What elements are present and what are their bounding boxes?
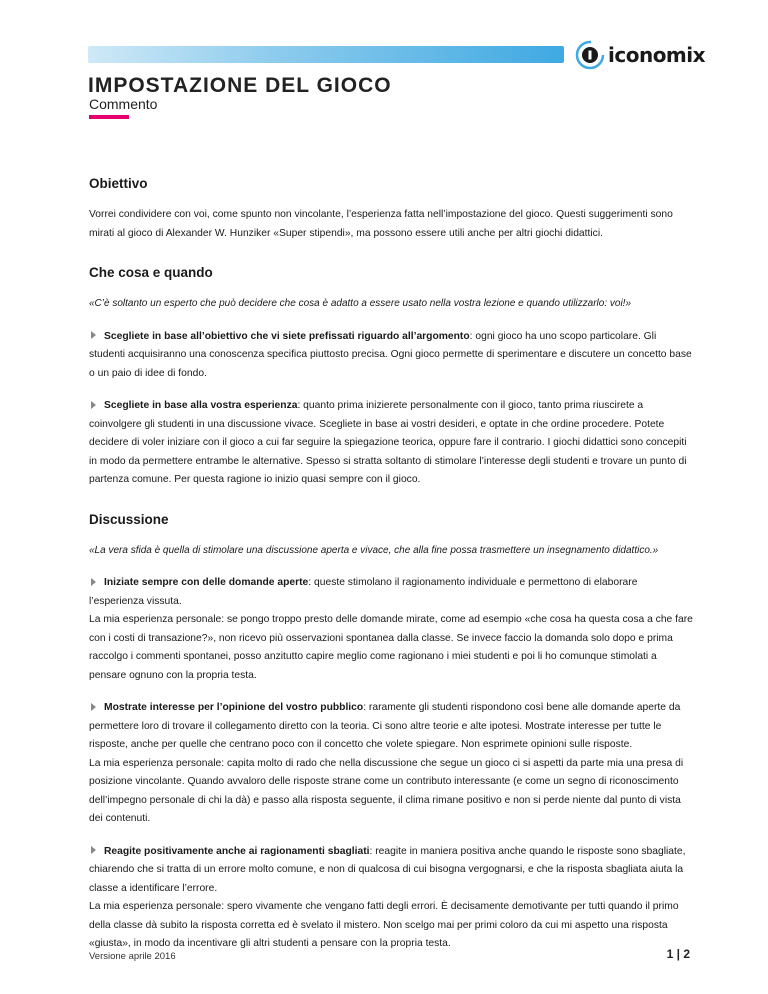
item-text: : quanto prima inizierete personalmente con il gioco, tanto prima riuscirete a coinvolgere gli studenti in una discussione vivace. Scegliete in base ai vostri desideri, e optate in che ordine procedere. Potete decidere di voler iniziare con il gioco a cui far seguire la spiegazione teorica, oppure fare il contrario. I giochi didattici sono concepiti in modo da permettere entrambe le alternative. Spesso si stratta soltanto di stimolare l’interesse degli studenti e trovare un punto di partenza comune. Per questa ragione io inizio quasi sempre con il gioco. (89, 400, 687, 485)
item-heading: Mostrate interesse per l’opinione del vostro pubblico (104, 702, 364, 713)
bullet-arrow-icon (91, 703, 96, 711)
page-title: IMPOSTAZIONE DEL GIOCO (88, 74, 392, 97)
item-experience: La mia esperienza personale: spero vivamente che vengano fatti degli errori. È decisamente demotivante per tutti quando il primo della classe dà subito la risposta corretta ed è svelato il mistero. Non scelgo mai per primi coloro da cui mi aspetto una risposta «giusta», in modo da incentivare gli altri studenti a pensare con la propria testa. (89, 901, 679, 949)
header-bar (88, 46, 564, 63)
footer-version: Versione aprile 2016 (89, 951, 176, 962)
item-heading: Iniziate sempre con delle domande aperte (104, 577, 309, 588)
section-obiettivo (89, 176, 693, 243)
item-text: : raramente gli studenti rispondono così bene alle domande aperte da permettere loro di trovare il collegamento diretto con la teoria. Ci sono altre teorie e alte ipotesi. Mostrate interesse per tutte le risposte, anche per quelle che centrano poco con il concetto che volete spiegare. Non esprimete opinioni sulle risposte. (89, 702, 681, 750)
list-item (89, 699, 693, 755)
page-subtitle: Commento (89, 96, 158, 112)
iconomix-logo (575, 40, 705, 70)
item-heading: Scegliete in base all’obiettivo che vi siete prefissati riguardo all’argomento (104, 330, 470, 342)
list-item (89, 843, 693, 899)
section-che-cosa (89, 265, 693, 490)
list-item (89, 328, 693, 384)
bullet-arrow-icon (91, 846, 96, 854)
item-text: : reagite in maniera positiva anche quando le risposte sono sbagliate, chiarendo che si tratta di un errore molto comune, e non di qualcosa di cui bisogna vergognarsi, e che la risposta sbagliata aiuta la classe a identificare l’errore. (89, 845, 686, 894)
title-accent-rule (89, 115, 129, 119)
item-experience: La mia esperienza personale: se pongo troppo presto delle domande mirate, come ad esempio «che cosa ha questa cosa a che fare con i costi di transazione?», non ricevo più osservazioni spontanea dalla classe. Se invece faccio la domanda solo dopo e prima raccolgo i commenti spontanei, posso anzitutto capire meglio come ragionano i miei studenti e poi li ho comunque stimolati a pensare ognuno con la propria testa. (89, 614, 693, 681)
section-quote: «La vera sfida è quella di stimolare una discussione aperta e vivace, che alla fine possa trasmettere un insegnamento didattico.» (89, 544, 659, 556)
item-experience: La mia esperienza personale: capita molto di rado che nella discussione che segue un gioco ci si aspetti da parte mia una presa di posizione vincolante. Quando avvaloro delle risposte strane come un contributo interessante (e come un segno di riconoscimento dell’impegno personale di chi la dà) e passo alla risposta seguente, il clima rimane positivo e non si perde niente dal punto di vista dei contenuti. (89, 757, 684, 824)
item-heading: Scegliete in base alla vostra esperienza (104, 400, 298, 411)
logo-text: iconomix (608, 43, 706, 67)
section-heading: Che cosa e quando (89, 265, 213, 280)
section-heading: Obiettivo (89, 176, 148, 191)
list-item (89, 574, 693, 611)
page-number: 1 | 2 (666, 947, 690, 961)
section-heading: Discussione (89, 511, 169, 527)
paragraph: Vorrei condividere con voi, come spunto non vincolante, l’esperienza fatta nell’impostazione del gioco. Questi suggerimenti sono mirati al gioco di Alexander W. Hunziker «Super stipendi», ma possono essere utili anche per altri giochi didattici. (89, 209, 673, 239)
iconomix-logo-icon (575, 40, 605, 70)
bullet-arrow-icon (91, 401, 96, 409)
item-text: : queste stimolano il ragionamento individuale e permettono di elaborare l’esperienza vissuta. (89, 577, 638, 607)
item-text: : ogni gioco ha uno scopo particolare. Gli studenti acquisiranno una conoscenza specifica piuttosto precisa. Ogni gioco permette di sperimentare e discutere un concetto base o un paio di idee di fondo. (89, 330, 692, 379)
item-heading: Reagite positivamente anche ai ragionamenti sbagliati (104, 845, 370, 857)
bullet-arrow-icon (91, 331, 96, 339)
section-discussione (89, 512, 693, 954)
document-body (89, 176, 693, 972)
section-quote: «C’è soltanto un esperto che può decidere che cosa è adatto a essere usato nella vostra lezione e quando utilizzarlo: voi!» (89, 298, 632, 309)
list-item (89, 397, 693, 490)
bullet-arrow-icon (91, 578, 96, 586)
